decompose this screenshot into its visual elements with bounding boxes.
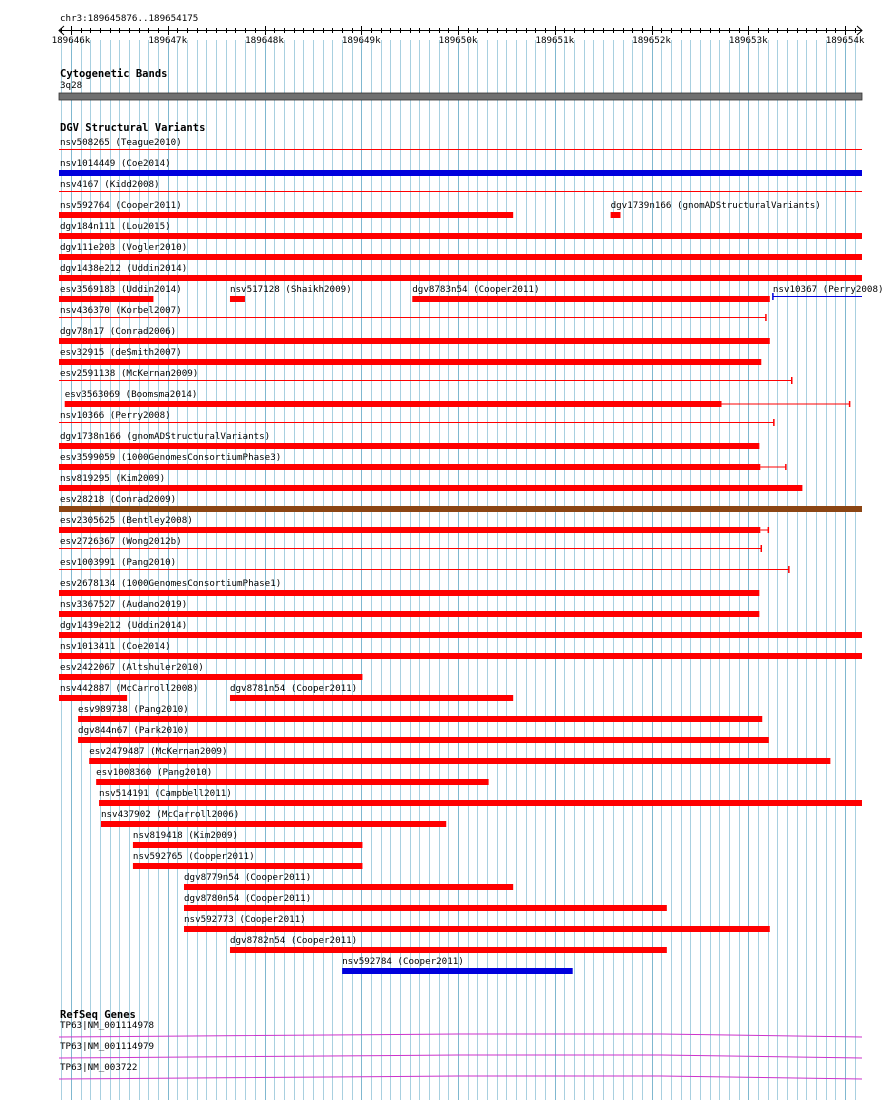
variant-label[interactable]: dgv8782n54 (Cooper2011) bbox=[229, 935, 358, 946]
variant-label[interactable]: dgv8780n54 (Cooper2011) bbox=[184, 893, 312, 904]
variant-label[interactable]: nsv819418 (Kim2009) bbox=[132, 830, 239, 841]
variant-label[interactable]: nsv1013411 (Coe2014) bbox=[60, 641, 171, 652]
ruler-tick-label: 189649k bbox=[341, 35, 381, 46]
variant-label[interactable]: nsv436370 (Korbel2007) bbox=[60, 305, 182, 316]
variant-label[interactable]: dgv844n67 (Park2010) bbox=[78, 725, 189, 736]
gene-label[interactable]: TP63|NM_003722 bbox=[60, 1062, 138, 1073]
variant-label[interactable]: nsv4167 (Kidd2008) bbox=[60, 179, 160, 190]
variant-label[interactable]: esv1008360 (Pang2010) bbox=[96, 767, 213, 778]
variant-label[interactable]: dgv1439e212 (Uddin2014) bbox=[60, 620, 188, 631]
variant-label[interactable]: dgv111e203 (Vogler2010) bbox=[60, 242, 188, 253]
ruler-tick-label: 189654k bbox=[825, 35, 865, 46]
variant-label[interactable]: nsv437902 (McCarroll2006) bbox=[100, 809, 240, 820]
variant-label[interactable]: nsv592764 (Cooper2011) bbox=[60, 200, 182, 211]
gene-label[interactable]: TP63|NM_001114978 bbox=[60, 1020, 155, 1031]
variant-label[interactable]: esv1003991 (Pang2010) bbox=[60, 557, 177, 568]
cytoband-track-title: Cytogenetic Bands bbox=[60, 68, 168, 80]
variant-label[interactable]: esv2678134 (1000GenomesConsortiumPhase1) bbox=[60, 578, 282, 589]
ruler-tick-label: 189646k bbox=[51, 35, 91, 46]
variant-label[interactable]: esv2726367 (Wong2012b) bbox=[60, 536, 182, 547]
variant-label[interactable]: dgv1739n166 (gnomADStructuralVariants) bbox=[610, 200, 821, 211]
variant-label[interactable]: esv989738 (Pang2010) bbox=[78, 704, 189, 715]
variant-label[interactable]: dgv8781n54 (Cooper2011) bbox=[229, 683, 358, 694]
variant-label[interactable]: esv2305625 (Bentley2008) bbox=[60, 515, 193, 526]
variant-label[interactable]: nsv819295 (Kim2009) bbox=[60, 473, 166, 484]
variant-label[interactable]: nsv1014449 (Coe2014) bbox=[60, 158, 171, 169]
ruler-tick-label: 189653k bbox=[728, 35, 768, 46]
variant-label[interactable]: dgv8779n54 (Cooper2011) bbox=[184, 872, 312, 883]
ruler-tick-label: 189652k bbox=[632, 35, 671, 46]
ruler-tick-label: 189650k bbox=[438, 35, 478, 46]
variant-label[interactable]: nsv3367527 (Audano2019) bbox=[60, 599, 188, 610]
variant-label[interactable]: esv2591138 (McKernan2009) bbox=[60, 368, 199, 379]
variant-label[interactable]: esv3599059 (1000GenomesConsortiumPhase3) bbox=[60, 452, 282, 463]
variant-label[interactable]: dgv184n111 (Lou2015) bbox=[60, 221, 171, 232]
variant-label[interactable]: nsv442887 (McCarroll2008) bbox=[60, 683, 199, 694]
variant-label[interactable]: dgv8783n54 (Cooper2011) bbox=[412, 284, 540, 295]
variant-label[interactable]: esv2479487 (McKernan2009) bbox=[89, 746, 228, 757]
location-label: chr3:189645876..189654175 bbox=[60, 13, 199, 24]
variant-label[interactable]: dgv1738n166 (gnomADStructuralVariants) bbox=[60, 431, 271, 442]
variant-label[interactable]: nsv514191 (Campbell2011) bbox=[99, 788, 232, 799]
ruler-tick-label: 189648k bbox=[245, 35, 284, 46]
gene-label[interactable]: TP63|NM_001114979 bbox=[60, 1041, 155, 1052]
ruler-tick-label: 189651k bbox=[535, 35, 575, 46]
variant-label[interactable]: nsv508265 (Teague2010) bbox=[60, 137, 182, 148]
ruler-tick-label: 189647k bbox=[148, 35, 188, 46]
variant-label[interactable]: esv28218 (Conrad2009) bbox=[60, 494, 177, 505]
variant-label[interactable]: dgv1438e212 (Uddin2014) bbox=[60, 263, 188, 274]
variant-label[interactable]: esv3569183 (Uddin2014) bbox=[60, 284, 182, 295]
dgv-track-title: DGV Structural Variants bbox=[60, 122, 206, 134]
cytoband-name[interactable]: 3q28 bbox=[60, 80, 83, 91]
variant-label[interactable]: nsv10366 (Perry2008) bbox=[60, 410, 171, 421]
variant-label[interactable]: nsv517128 (Shaikh2009) bbox=[229, 284, 352, 295]
variant-label[interactable]: esv32915 (deSmith2007) bbox=[60, 347, 182, 358]
variant-label[interactable]: esv2422067 (Altshuler2010) bbox=[60, 662, 204, 673]
variant-label[interactable]: nsv592784 (Cooper2011) bbox=[342, 956, 464, 967]
refseq-track-title: RefSeq Genes bbox=[60, 1009, 136, 1021]
variant-label[interactable]: esv3563069 (Boomsma2014) bbox=[64, 389, 198, 400]
variant-label[interactable]: nsv10367 (Perry2008) bbox=[772, 284, 884, 295]
variant-label[interactable]: dgv78n17 (Conrad2006) bbox=[60, 326, 177, 337]
variant-label[interactable]: nsv592765 (Cooper2011) bbox=[132, 851, 255, 862]
variant-label[interactable]: nsv592773 (Cooper2011) bbox=[184, 914, 306, 925]
